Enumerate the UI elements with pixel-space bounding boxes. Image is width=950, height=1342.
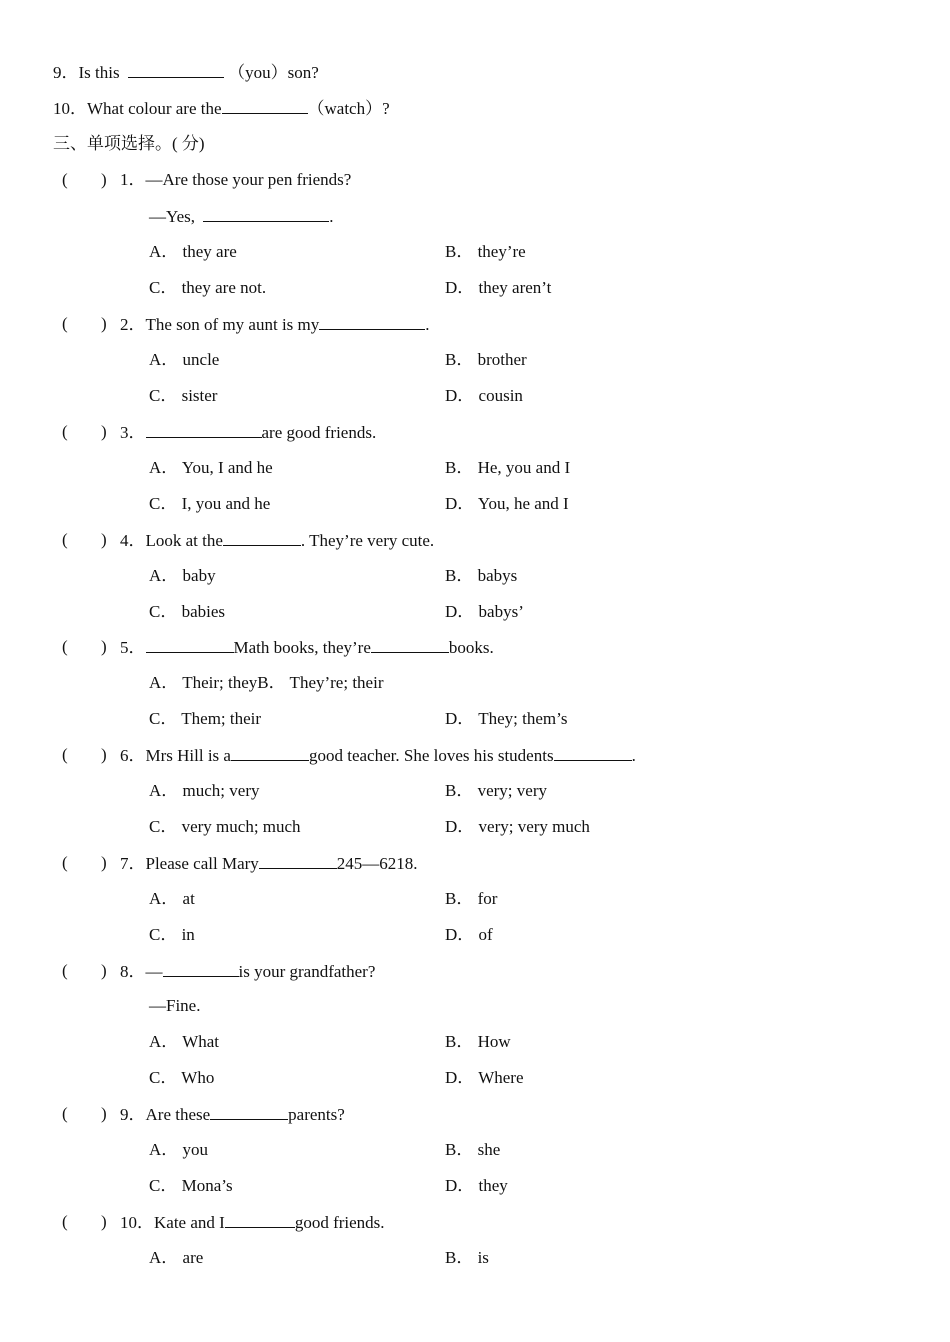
answer-paren-open: ( <box>62 314 68 333</box>
question-stem: is your grandfather? <box>238 962 376 981</box>
answer-blank[interactable] <box>210 1104 288 1120</box>
reply-text: —Yes, <box>149 207 200 226</box>
question-2 <box>120 314 430 335</box>
question-number: 3． <box>120 423 146 442</box>
option-a-b[interactable]: A． Their; theyB． They’re; their <box>149 673 384 692</box>
answer-paren-open: ( <box>62 637 68 656</box>
option-d[interactable]: D． they aren’t <box>445 278 552 297</box>
option-d[interactable]: D． You, he and I <box>445 494 569 513</box>
answer-paren-close: ) <box>101 1212 107 1231</box>
question-stem: parents? <box>288 1105 345 1124</box>
question-number: 10． <box>120 1213 154 1232</box>
answer-paren-close: ) <box>101 170 107 189</box>
item-text: Is this <box>78 63 124 82</box>
option-c[interactable]: C． Mona’s <box>149 1176 233 1195</box>
question-number: 5． <box>120 638 146 657</box>
option-c[interactable]: C． in <box>149 925 195 944</box>
question-stem: Mrs Hill is a <box>145 746 231 765</box>
answer-paren-close: ) <box>101 745 107 764</box>
answer-paren-open: ( <box>62 853 68 872</box>
option-a[interactable]: A． uncle <box>149 350 220 369</box>
option-c[interactable]: C． sister <box>149 386 218 405</box>
question-10 <box>120 1212 385 1233</box>
option-b[interactable]: B． she <box>445 1140 501 1159</box>
option-b[interactable]: B． brother <box>445 350 527 369</box>
answer-blank[interactable] <box>554 745 632 761</box>
question-stem: — <box>145 962 163 981</box>
item-number: 9． <box>53 63 79 82</box>
option-d[interactable]: D． they <box>445 1176 508 1195</box>
question-3 <box>120 422 376 443</box>
question-1 <box>120 170 351 190</box>
option-b[interactable]: B． He, you and I <box>445 458 571 477</box>
question-stem: . <box>631 746 636 765</box>
answer-blank[interactable] <box>259 853 337 869</box>
answer-paren-close: ) <box>101 530 107 549</box>
option-c[interactable]: C． Who <box>149 1068 215 1087</box>
question-stem: —Are those your pen friends? <box>145 170 352 189</box>
question-8-reply: —Fine. <box>149 996 201 1015</box>
option-a[interactable]: A． you <box>149 1140 209 1159</box>
question-8 <box>120 961 375 982</box>
item-number: 10． <box>53 99 87 118</box>
answer-paren-open: ( <box>62 745 68 764</box>
option-a[interactable]: A． What <box>149 1032 220 1051</box>
answer-blank[interactable] <box>146 637 234 653</box>
fill-in-10 <box>53 98 390 119</box>
question-5 <box>120 637 494 658</box>
answer-paren-open: ( <box>62 1212 68 1231</box>
answer-blank[interactable] <box>203 206 329 222</box>
option-b[interactable]: B． very; very <box>445 781 547 800</box>
question-number: 6． <box>120 746 146 765</box>
answer-paren-close: ) <box>101 1104 107 1123</box>
question-stem: books. <box>448 638 494 657</box>
option-a[interactable]: A． they are <box>149 242 237 261</box>
question-stem: Please call Mary <box>145 854 259 873</box>
question-4 <box>120 530 434 551</box>
option-d[interactable]: D． They; them’s <box>445 709 568 728</box>
answer-paren-open: ( <box>62 1104 68 1123</box>
question-stem: good friends. <box>294 1213 385 1232</box>
option-d[interactable]: D． Where <box>445 1068 524 1087</box>
answer-blank[interactable] <box>163 961 239 977</box>
item-text: （watch）? <box>307 99 390 118</box>
question-number: 2． <box>120 315 146 334</box>
answer-paren-close: ) <box>101 961 107 980</box>
option-c[interactable]: C． I, you and he <box>149 494 271 513</box>
question-number: 4． <box>120 531 146 550</box>
section-header: 三、单项选择。( 分) <box>53 134 205 153</box>
question-stem: Are these <box>145 1105 211 1124</box>
answer-paren-close: ) <box>101 422 107 441</box>
answer-paren-open: ( <box>62 961 68 980</box>
question-number: 7． <box>120 854 146 873</box>
answer-blank[interactable] <box>128 62 224 78</box>
question-6 <box>120 745 636 766</box>
question-number: 8． <box>120 962 146 981</box>
option-a[interactable]: A． at <box>149 889 195 908</box>
question-stem: good teacher. She loves his students <box>308 746 554 765</box>
answer-paren-close: ) <box>101 853 107 872</box>
answer-blank[interactable] <box>146 422 262 438</box>
option-b[interactable]: B． for <box>445 889 498 908</box>
option-d[interactable]: D． cousin <box>445 386 523 405</box>
answer-paren-close: ) <box>101 314 107 333</box>
question-stem: Math books, they’re <box>233 638 371 657</box>
question-stem: The son of my aunt is my <box>145 315 320 334</box>
question-9 <box>120 1104 345 1125</box>
option-a[interactable]: A． baby <box>149 566 216 585</box>
option-b[interactable]: B． babys <box>445 566 518 585</box>
option-d[interactable]: D． of <box>445 925 493 944</box>
option-b[interactable]: B． is <box>445 1248 489 1267</box>
item-text: （you）son? <box>223 63 319 82</box>
option-d[interactable]: D． babys’ <box>445 602 524 621</box>
question-stem: 245—6218. <box>336 854 418 873</box>
answer-blank[interactable] <box>223 530 301 546</box>
option-c[interactable]: C． very much; much <box>149 817 301 836</box>
question-stem: . They’re very cute. <box>300 531 435 550</box>
option-c[interactable]: C． they are not. <box>149 278 267 297</box>
question-stem: are good friends. <box>261 423 377 442</box>
question-number: 9． <box>120 1105 146 1124</box>
answer-blank[interactable] <box>231 745 309 761</box>
answer-blank[interactable] <box>225 1212 295 1228</box>
option-c[interactable]: C． Them; their <box>149 709 262 728</box>
option-a[interactable]: A． You, I and he <box>149 458 273 477</box>
option-a[interactable]: A． much; very <box>149 781 260 800</box>
option-c[interactable]: C． babies <box>149 602 226 621</box>
option-b[interactable]: B． How <box>445 1032 511 1051</box>
answer-paren-close: ) <box>101 637 107 656</box>
answer-paren-open: ( <box>62 530 68 549</box>
fill-in-9 <box>53 62 319 83</box>
answer-paren-open: ( <box>62 170 68 189</box>
question-7 <box>120 853 418 874</box>
reply-text: . <box>329 207 334 226</box>
question-number: 1． <box>120 170 146 189</box>
answer-paren-open: ( <box>62 422 68 441</box>
answer-blank[interactable] <box>319 314 425 330</box>
item-text: What colour are the <box>87 99 222 118</box>
option-a[interactable]: A． are <box>149 1248 204 1267</box>
question-1-reply <box>149 206 334 227</box>
option-b[interactable]: B． they’re <box>445 242 526 261</box>
option-d[interactable]: D． very; very much <box>445 817 590 836</box>
answer-blank[interactable] <box>371 637 449 653</box>
question-stem: . <box>425 315 430 334</box>
answer-blank[interactable] <box>222 98 308 114</box>
question-stem: Look at the <box>145 531 223 550</box>
question-stem: Kate and I <box>154 1213 225 1232</box>
